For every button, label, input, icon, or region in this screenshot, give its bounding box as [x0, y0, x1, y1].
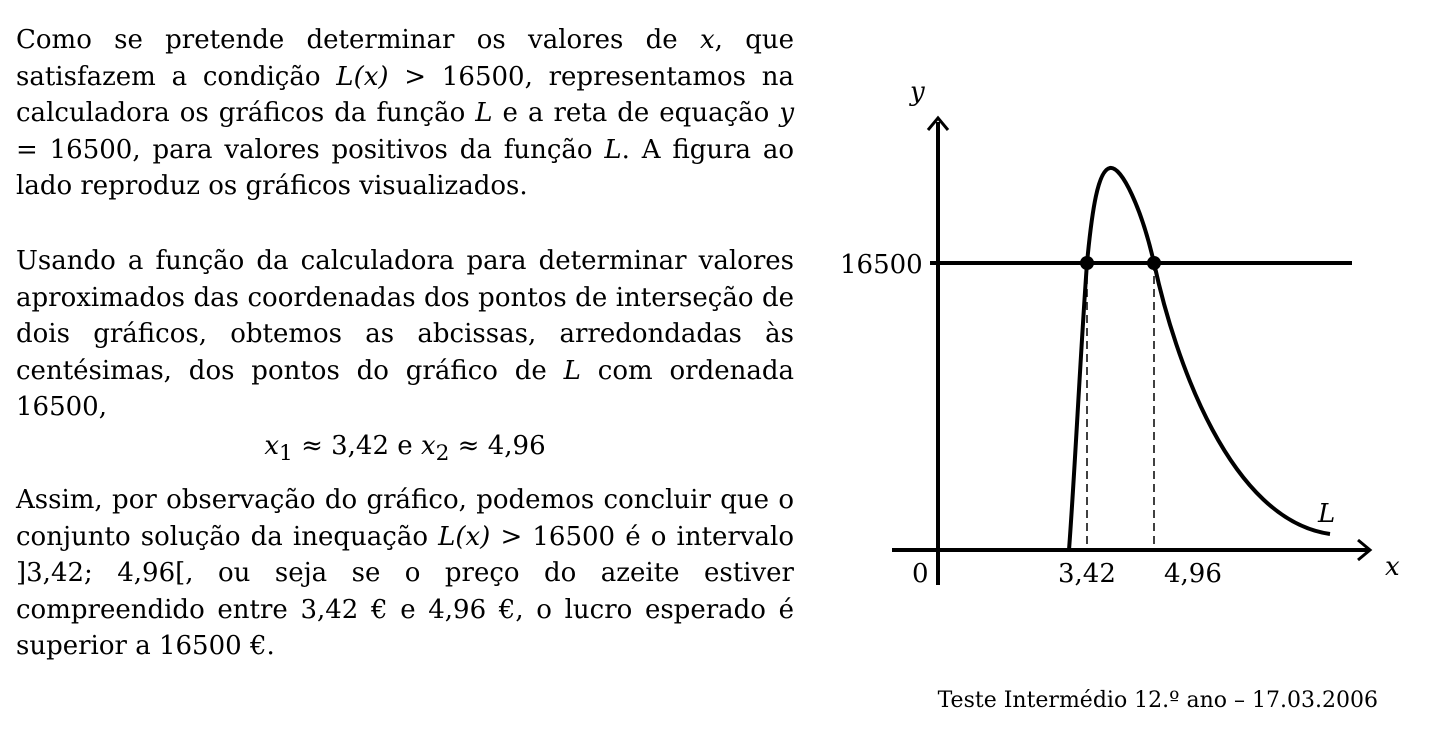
paragraph-2	[16, 243, 794, 426]
formula-subscript-2: 2	[435, 441, 450, 467]
curve-label: L	[1318, 499, 1336, 529]
paragraph-1-text: Como se pretende determinar os valores de	[16, 25, 700, 55]
paragraph-1-text: , que satisfazem a condição	[16, 25, 794, 92]
curve-L	[1069, 168, 1330, 550]
formula-value-2: ≈ 4,96	[449, 431, 546, 461]
intersection-point-2	[1147, 256, 1161, 270]
formula-subscript-1: 1	[279, 441, 293, 467]
paragraph-2-text: com ordenada 16500,	[16, 355, 794, 422]
condition-operator: >	[388, 61, 442, 92]
formula-x1: x	[264, 431, 280, 461]
paragraph-1-text: e a reta de equação	[492, 98, 780, 128]
footer-source: Teste Intermédio 12.º ano – 17.03.2006	[937, 688, 1378, 713]
intersection-point-1	[1080, 256, 1094, 270]
paragraph-1-text: , para valores positivos da função	[132, 134, 605, 165]
x1-tick-label: 3,42	[1058, 559, 1116, 589]
level-label: 16500	[840, 250, 923, 280]
y-axis-label: y	[910, 77, 925, 107]
paragraph-1-text: . A figura ao lado reproduz os gráficos visualizados.	[16, 134, 795, 201]
variable-y: y	[779, 98, 795, 128]
variable-L: L	[475, 98, 493, 128]
paragraph-2-text: Usando a função da calculadora para determinar valores aproximados das coordenadas dos pontos de interseção de dois gráficos, obtemos as abcissas, arredondadas às centésimas, dos pontos do gráfico de	[16, 246, 794, 386]
paragraph-3-text: > 16500 é o intervalo ]3,42; 4,96[, ou seja se o preço do azeite estiver compreendido entre 3,42 € e 4,96 €, o lucro esperado é superior a 16500 €.	[16, 521, 794, 661]
equation-rest: = 16500	[16, 134, 133, 165]
variable-L: L	[563, 355, 581, 386]
x-axis-label: x	[1385, 552, 1400, 582]
condition-rhs: 16500	[441, 61, 525, 92]
variable-x: x	[699, 25, 715, 55]
x2-tick-label: 4,96	[1164, 559, 1222, 589]
paragraph-1	[16, 22, 794, 205]
origin-label: 0	[912, 559, 929, 589]
approximation-formula	[16, 428, 794, 473]
inequality-lhs: L(x)	[438, 521, 491, 552]
formula-x2: x	[412, 431, 436, 461]
variable-L: L	[604, 134, 622, 165]
formula-value-1: ≈ 3,42	[292, 431, 398, 461]
paragraph-1-text: , representamos na calculadora os gráficos da função	[16, 61, 794, 128]
paragraph-3-text: Assim, por observação do gráfico, podemos concluir que o conjunto solução da inequação	[16, 485, 794, 552]
formula-conjunction: e	[397, 431, 413, 461]
function-graph	[830, 70, 1420, 600]
condition-lhs: L(x)	[336, 61, 389, 92]
paragraph-3	[16, 482, 794, 665]
